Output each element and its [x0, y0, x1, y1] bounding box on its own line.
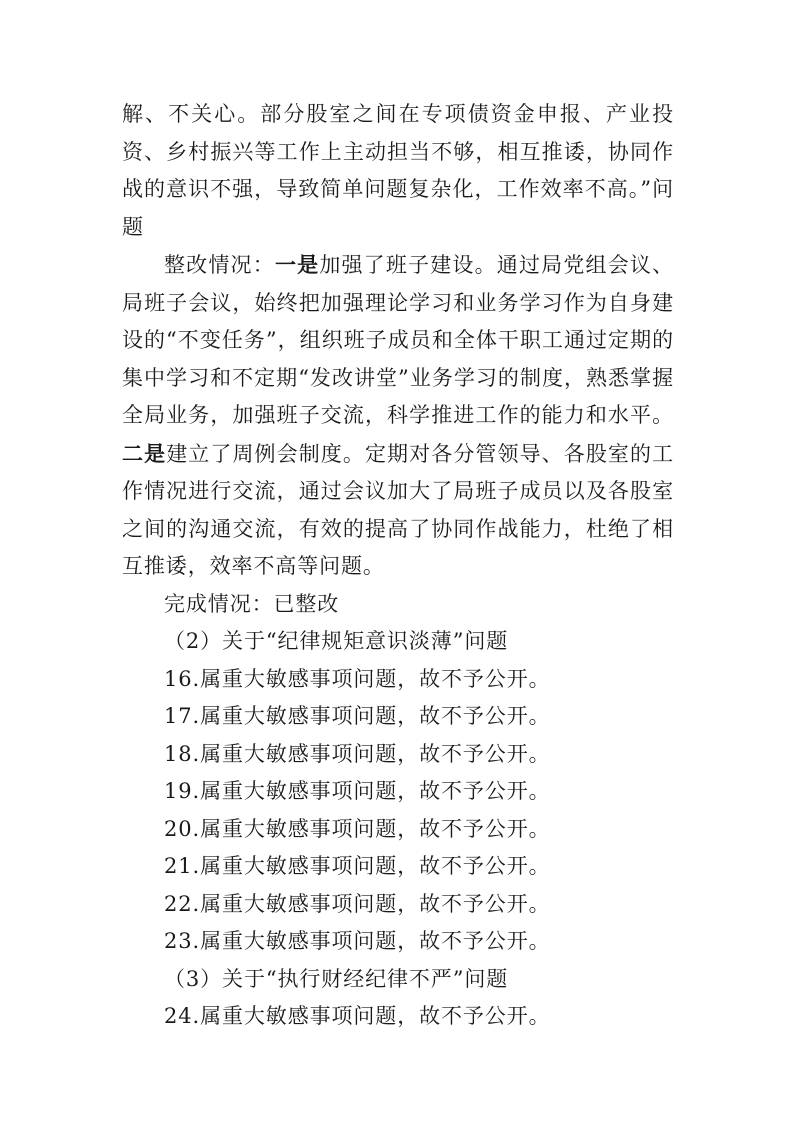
completion-status: 完成情况：已整改	[164, 591, 340, 616]
list-item: 20.属重大敏感事项问题，故不予公开。	[164, 816, 551, 841]
list-item: 24.属重大敏感事项问题，故不予公开。	[164, 1004, 551, 1028]
list-item: 16.属重大敏感事项问题，故不予公开。	[164, 666, 551, 691]
list-item: 17.属重大敏感事项问题，故不予公开。	[164, 704, 551, 728]
list-item: 21.属重大敏感事项问题，故不予公开。	[164, 854, 551, 878]
section-heading-discipline: （2）关于“纪律规矩意识淡薄”问题	[164, 629, 509, 653]
second-marker: 二是	[122, 440, 167, 466]
list-item: 19.属重大敏感事项问题，故不予公开。	[164, 779, 551, 803]
second-measure-text: 建立了周例会制度。定期对各分管领导、各股室的工作情况进行交流，通过会议加大了局班子成员以及各股室之间的沟通交流，有效的提高了协同作战能力，杜绝了相互推诿，效率不高等问题。	[122, 441, 674, 578]
first-marker: 一是	[274, 252, 320, 277]
list-item: 18.属重大敏感事项问题，故不予公开。	[164, 741, 551, 766]
rectification-label: 整改情况：	[164, 253, 275, 277]
document-body	[122, 96, 674, 1036]
section-heading-finance: （3）关于“执行财经纪律不严”问题	[164, 966, 509, 991]
body-paragraph-rectification	[122, 246, 674, 586]
first-measure-text: 加强了班子建设。通过局党组会议、局班子会议，始终把加强理论学习和业务学习作为自身建设的“不变任务”，组织班子成员和全体干职工通过定期的集中学习和不定期“发改讲堂”业务学习的制度，熟悉掌握全局业务，加强班子交流，科学推进工作的能力和水平。	[122, 253, 674, 427]
list-item: 23.属重大敏感事项问题，故不予公开。	[164, 929, 551, 953]
list-item: 22.属重大敏感事项问题，故不予公开。	[164, 891, 551, 916]
body-paragraph-problem: 解、不关心。部分股室之间在专项债资金申报、产业投资、乡村振兴等工作上主动担当不够，相互推诿，协同作战的意识不强，导致简单问题复杂化，工作效率不高。”问题	[122, 102, 674, 239]
